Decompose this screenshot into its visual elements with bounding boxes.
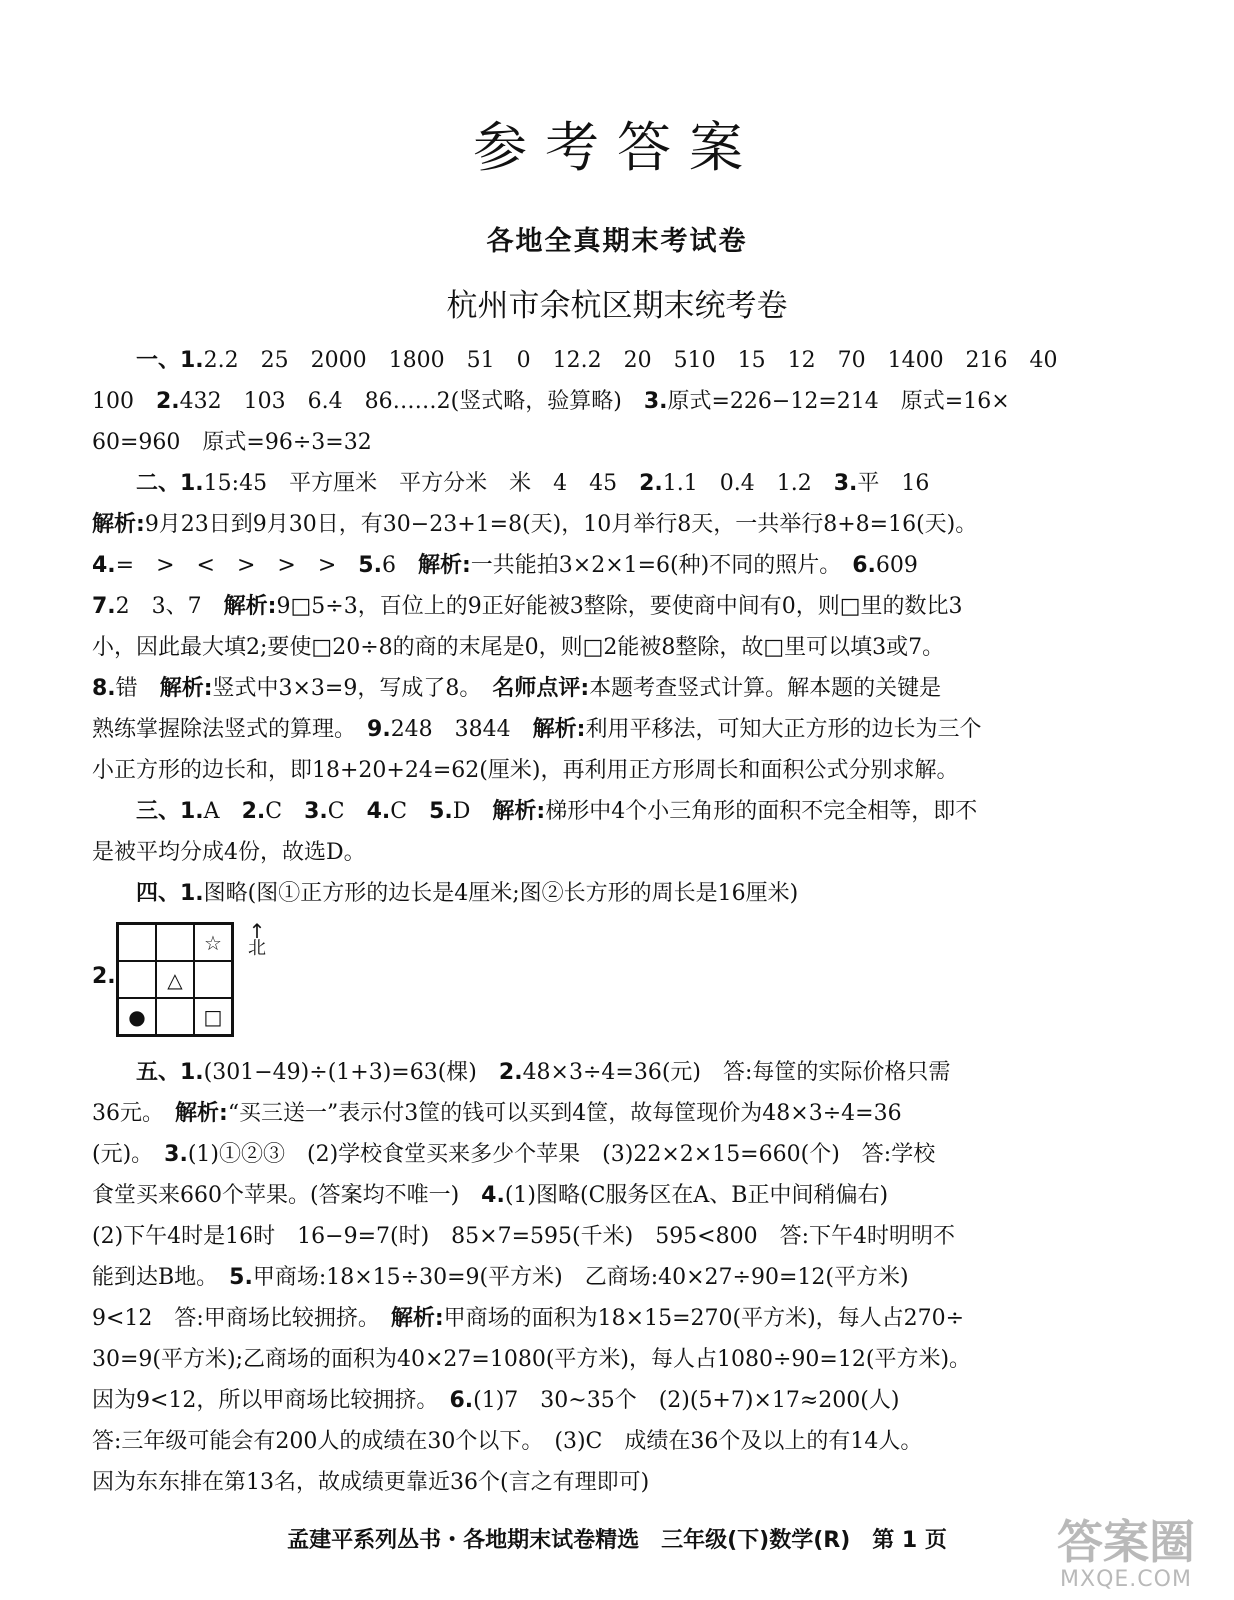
answer-line bbox=[92, 586, 1142, 627]
answer-label: 四、1. bbox=[136, 881, 204, 906]
answer-line bbox=[92, 1257, 1142, 1298]
answer-label: 解析: bbox=[417, 553, 471, 578]
answer-text: D bbox=[452, 799, 493, 824]
answer-line bbox=[92, 422, 1142, 463]
answer-text: 小，因此最大填2;要使□20÷8的商的末尾是0，则□2能被8整除，故□里可以填3或7。 bbox=[92, 635, 945, 660]
answer-line bbox=[92, 1462, 1142, 1503]
answer-text: 是被平均分成4份，故选D。 bbox=[92, 840, 366, 865]
answer-label: 五、1. bbox=[136, 1060, 204, 1085]
answer-text: 6 bbox=[381, 553, 418, 578]
answer-label: 2. bbox=[639, 471, 663, 496]
answer-line bbox=[92, 1298, 1142, 1339]
north-indicator bbox=[242, 919, 272, 959]
answer-text: 432 103 6.4 86……2(竖式略，验算略) bbox=[179, 389, 644, 414]
answer-text: (1)图略(C服务区在A、B正中间稍偏右) bbox=[504, 1183, 889, 1208]
grid-question-number: 2. bbox=[92, 964, 116, 989]
answer-text: C bbox=[327, 799, 367, 824]
answer-line bbox=[92, 1339, 1142, 1380]
answer-text: 因为9<12，所以甲商场比较拥挤。 bbox=[92, 1388, 450, 1413]
answer-label: 二、1. bbox=[136, 471, 204, 496]
grid-cell: ☆ bbox=[194, 924, 233, 962]
answer-text: 甲商场的面积为18×15=270(平方米)，每人占270÷ bbox=[443, 1306, 965, 1331]
answer-label: 5. bbox=[229, 1265, 253, 1290]
north-label: 北 bbox=[248, 938, 266, 959]
answer-label: 一、1. bbox=[136, 348, 204, 373]
answer-text: (2)下午4时是16时 16−9=7(时) 85×7=595(千米) 595<800 答:下午4时明明不 bbox=[92, 1224, 956, 1249]
answer-text: 错 bbox=[115, 676, 160, 701]
direction-grid-figure bbox=[92, 914, 1142, 1052]
answer-text: 248 3844 bbox=[390, 717, 533, 742]
answer-text: 图略(图①正方形的边长是4厘米;图②长方形的周长是16厘米) bbox=[203, 881, 799, 906]
answer-line bbox=[92, 1134, 1142, 1175]
answer-label: 9. bbox=[367, 717, 391, 742]
answer-text: (元)。 bbox=[92, 1142, 165, 1167]
grid-cell bbox=[194, 961, 233, 998]
answer-text: 2.2 25 2000 1800 51 0 12.2 20 510 15 12 70 1400 216 40 bbox=[203, 348, 1058, 373]
watermark bbox=[1026, 1516, 1226, 1596]
answer-body bbox=[92, 340, 1142, 1503]
answer-line bbox=[92, 545, 1142, 586]
answer-label: 解析: bbox=[92, 512, 145, 537]
page-title: 参考答案 bbox=[473, 116, 761, 179]
answer-line bbox=[92, 750, 1142, 791]
answer-label: 4. bbox=[481, 1183, 505, 1208]
answer-text: 甲商场:18×15÷30=9(平方米) 乙商场:40×27÷90=12(平方米) bbox=[252, 1265, 909, 1290]
answer-label: 名师点评: bbox=[492, 676, 590, 701]
answer-line bbox=[92, 1421, 1142, 1462]
answer-label: 解析: bbox=[159, 676, 213, 701]
answer-text: (1)7 30~35个 (2)(5+7)×17≈200(人) bbox=[473, 1388, 900, 1413]
answer-label: 解析: bbox=[532, 717, 586, 742]
answer-label: 2. bbox=[156, 389, 180, 414]
answer-text: 能到达B地。 bbox=[92, 1265, 230, 1290]
answer-text: 竖式中3×3=9，写成了8。 bbox=[212, 676, 493, 701]
answer-line bbox=[92, 1175, 1142, 1216]
answer-line bbox=[92, 1380, 1142, 1421]
answer-label: 3. bbox=[643, 389, 668, 414]
answer-label: 6. bbox=[449, 1388, 474, 1413]
exam-title: 杭州市余杭区期末统考卷 bbox=[446, 288, 788, 324]
answer-line bbox=[92, 381, 1142, 422]
grid-cell bbox=[156, 998, 194, 1036]
answer-text: 1.1 0.4 1.2 bbox=[662, 471, 834, 496]
grid-cell bbox=[118, 924, 157, 962]
answer-label: 三、1. bbox=[136, 799, 204, 824]
answer-label: 2. bbox=[241, 799, 266, 824]
answer-text: = > < > > > bbox=[115, 553, 359, 578]
answer-line bbox=[92, 668, 1142, 709]
answer-label: 3. bbox=[833, 471, 858, 496]
answer-label: 8. bbox=[92, 676, 116, 701]
section-subtitle: 各地全真期末考试卷 bbox=[486, 226, 748, 257]
grid-cell: □ bbox=[194, 998, 233, 1036]
answer-text: (301−49)÷(1+3)=63(棵) bbox=[203, 1060, 499, 1085]
answer-label: 5. bbox=[429, 799, 453, 824]
answer-text: 梯形中4个小三角形的面积不完全相等，即不 bbox=[545, 799, 978, 824]
answer-line bbox=[92, 709, 1142, 750]
grid-cell bbox=[156, 924, 194, 962]
answer-text: 因为东东排在第13名，故成绩更靠近36个(言之有理即可) bbox=[92, 1470, 650, 1495]
grid-cell bbox=[118, 961, 157, 998]
answer-text: 9<12 答:甲商场比较拥挤。 bbox=[92, 1306, 391, 1331]
answer-label: 4. bbox=[366, 799, 391, 824]
answer-label: 解析: bbox=[492, 799, 546, 824]
answer-text: A bbox=[203, 799, 242, 824]
answer-text: 100 bbox=[92, 389, 156, 414]
answer-text: 食堂买来660个苹果。(答案均不唯一) bbox=[92, 1183, 482, 1208]
answer-text: 利用平移法，可知大正方形的边长为三个 bbox=[585, 717, 982, 742]
grid-cell: △ bbox=[156, 961, 194, 998]
north-arrow-icon: ↑ bbox=[248, 919, 266, 943]
answer-label: 解析: bbox=[175, 1101, 228, 1126]
answer-text: 60=960 原式=96÷3=32 bbox=[92, 430, 372, 455]
answer-line bbox=[92, 873, 1142, 914]
page-footer: 孟建平系列丛书・各地期末试卷精选 三年级(下)数学(R) 第 1 页 bbox=[287, 1528, 947, 1553]
answer-line bbox=[92, 1093, 1142, 1134]
answer-text: 48×3÷4=36(元) 答:每筐的实际价格只需 bbox=[522, 1060, 951, 1085]
answer-text: C bbox=[390, 799, 430, 824]
answer-label: 6. bbox=[852, 553, 876, 578]
answer-text: 原式=226−12=214 原式=16× bbox=[667, 389, 1010, 414]
answer-line bbox=[92, 504, 1142, 545]
answer-label: 3. bbox=[304, 799, 328, 824]
grid-cell: ● bbox=[118, 998, 157, 1036]
answer-line bbox=[92, 627, 1142, 668]
answer-label: 7. bbox=[92, 594, 116, 619]
answer-text: 一共能拍3×2×1=6(种)不同的照片。 bbox=[470, 553, 853, 578]
answer-label: 4. bbox=[92, 553, 116, 578]
answer-label: 3. bbox=[164, 1142, 188, 1167]
answer-text: 609 bbox=[875, 553, 918, 578]
answer-line bbox=[92, 791, 1142, 832]
answer-text: “买三送一”表示付3筐的钱可以买到4筐，故每筐现价为48×3÷4=36 bbox=[227, 1101, 902, 1126]
answer-text: 答:三年级可能会有200人的成绩在30个以下。 (3)C 成绩在36个及以上的有14人。 bbox=[92, 1429, 923, 1454]
answer-label: 解析: bbox=[223, 594, 277, 619]
answer-line bbox=[92, 1052, 1142, 1093]
answer-line bbox=[92, 1216, 1142, 1257]
answer-text: (1)①②③ (2)学校食堂买来多少个苹果 (3)22×2×15=660(个) 答:学校 bbox=[187, 1142, 936, 1167]
watermark-logo: 答案圈 bbox=[1057, 1515, 1195, 1569]
answer-line bbox=[92, 832, 1142, 873]
watermark-url: MXQE.COM bbox=[1060, 1567, 1192, 1592]
answer-line bbox=[92, 340, 1142, 381]
answer-label: 2. bbox=[498, 1060, 523, 1085]
answer-line bbox=[92, 463, 1142, 504]
answer-text: 2 3、7 bbox=[115, 594, 224, 619]
answer-text: 36元。 bbox=[92, 1101, 175, 1126]
answer-text: 熟练掌握除法竖式的算理。 bbox=[92, 717, 368, 742]
answer-label: 解析: bbox=[390, 1306, 444, 1331]
answer-text: 小正方形的边长和，即18+20+24=62(厘米)，再利用正方形周长和面积公式分别求解。 bbox=[92, 758, 959, 783]
answer-text: C bbox=[265, 799, 305, 824]
answer-text: 30=9(平方米);乙商场的面积为40×27=1080(平方米)，每人占1080÷90=12(平方米)。 bbox=[92, 1347, 972, 1372]
answer-text: 本题考查竖式计算。解本题的关键是 bbox=[589, 676, 942, 701]
answer-text: 9□5÷3，百位上的9正好能被3整除，要使商中间有0，则□里的数比3 bbox=[276, 594, 963, 619]
answer-label: 5. bbox=[358, 553, 382, 578]
answer-text: 平 16 bbox=[857, 471, 930, 496]
answer-text: 9月23日到9月30日，有30−23+1=8(天)，10月举行8天，一共举行8+8=16(天)。 bbox=[144, 512, 978, 537]
answer-text: 15:45 平方厘米 平方分米 米 4 45 bbox=[203, 471, 640, 496]
position-grid bbox=[116, 922, 234, 1037]
